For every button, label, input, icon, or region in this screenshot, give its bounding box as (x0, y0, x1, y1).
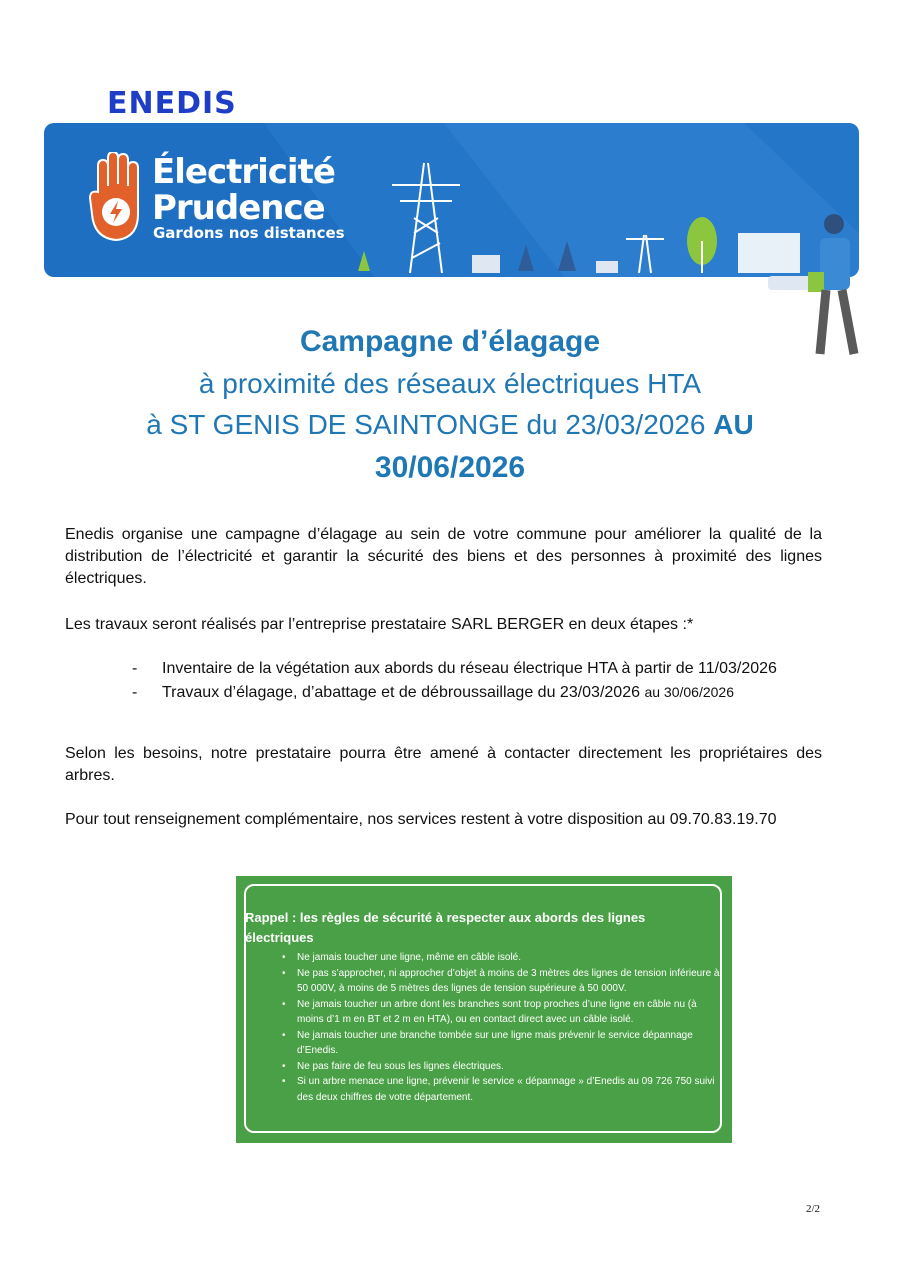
hand-stop-icon (88, 152, 146, 244)
step-end-date: au 30/06/2026 (644, 684, 734, 700)
enedis-logo: ENEDIS (107, 86, 237, 121)
step-text: Inventaire de la végétation aux abords du réseau électrique HTA à partir de 11/03/2026 (162, 660, 777, 677)
safety-rule (282, 1074, 722, 1105)
bullet-glyph: • (282, 952, 286, 963)
safety-rule-text: Ne pas faire de feu sous les lignes électriques. (297, 1060, 504, 1072)
safety-rule (282, 1059, 722, 1075)
campaign-subtitle: à proximité des réseaux électriques HTA (198, 368, 702, 399)
step-text: Travaux d’élagage, d’abattage et de débroussaillage du 23/03/2026 (162, 684, 640, 701)
safety-rule (282, 950, 722, 966)
banner-title-line1: Électricité (152, 152, 335, 192)
banner-title-line2: Prudence (152, 188, 325, 228)
safety-rule (282, 1028, 722, 1059)
safety-rule-text: Si un arbre menace une ligne, prévenir le service « dépannage » d’Enedis au 09 726 750 suivi des deux chiffres de votre département. (297, 1076, 715, 1103)
bullet-glyph: • (282, 1076, 286, 1087)
intro-paragraph: Enedis organise une campagne d’élagage au sein de votre commune pour améliorer la qualité de la distribution de l’électricité et garantir la sécurité des biens et des personnes à proximité des lignes électriques. (65, 526, 822, 587)
safety-rule (282, 997, 722, 1028)
step-item (132, 658, 777, 680)
campaign-au-label: AU (713, 409, 754, 440)
step-dash: - (132, 684, 138, 701)
works-paragraph: Les travaux seront réalisés par l’entreprise prestataire SARL BERGER en deux étapes :* (65, 616, 694, 633)
bullet-glyph: • (282, 1060, 286, 1072)
safety-rules-list (282, 950, 722, 1105)
bullet-glyph: • (282, 998, 286, 1010)
bullet-glyph: • (282, 967, 286, 979)
step-dash: - (132, 660, 138, 677)
campaign-title: Campagne d’élagage (299, 325, 601, 358)
campaign-location-text: à ST GENIS DE SAINTONGE du 23/03/2026 (146, 409, 706, 440)
safety-reminder-box (236, 876, 732, 1143)
campaign-end-date: 30/06/2026 (374, 451, 526, 484)
contact-paragraph: Pour tout renseignement complémentaire, nos services restent à votre disposition au 09.70.83.19.70 (65, 811, 777, 828)
banner-subtitle: Gardons nos distances (153, 224, 345, 242)
step-item (132, 681, 734, 704)
safety-rule-text: Ne jamais toucher un arbre dont les branches sont trop proches d’une ligne en câble nu (à moins d’1 m en BT et 2 m en HTA), ou en contact direct avec un câble isolé. (297, 998, 697, 1025)
page-number: 2/2 (806, 1203, 821, 1215)
safety-rule-text: Ne jamais toucher une branche tombée sur une ligne mais prévenir le service dépannage d’Enedis. (297, 1029, 693, 1056)
contact-owners-paragraph: Selon les besoins, notre prestataire pourra être amené à contacter directement les propriétaires des arbres. (65, 745, 822, 784)
safety-reminder-title: Rappel : les règles de sécurité à respecter aux abords des lignes électriques (245, 910, 646, 945)
safety-rule-text: Ne pas s’approcher, ni approcher d’objet à moins de 3 mètres des lignes de tension inférieure à 50 000V, à moins de 5 mètres des lignes de tension supérieure à 50 000V. (297, 967, 720, 994)
bullet-glyph: • (282, 1029, 286, 1041)
safety-rule (282, 966, 722, 997)
campaign-location-dates (50, 411, 850, 439)
safety-rule-text: Ne jamais toucher une ligne, même en câble isolé. (297, 952, 522, 963)
